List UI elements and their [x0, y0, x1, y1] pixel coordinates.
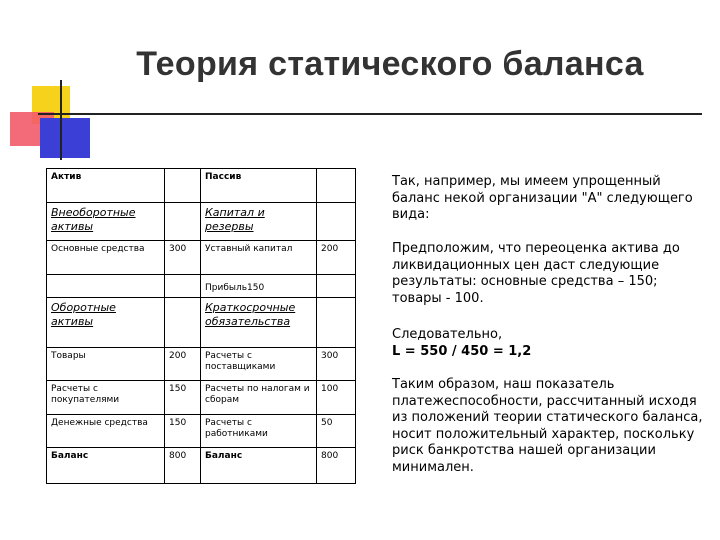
- table-header-row: [47, 169, 356, 203]
- liability-capital-label: Уставный капитал: [201, 241, 317, 275]
- decor-vertical-line: [60, 80, 62, 160]
- table-row-profit: [47, 275, 356, 298]
- page-title: Теория статического баланса: [136, 45, 644, 83]
- total-liability-label: Баланс: [201, 448, 317, 484]
- table-total-row: [47, 448, 356, 484]
- asset-label: Расчеты с покупателями: [47, 381, 165, 415]
- table-row: [47, 348, 356, 381]
- paragraph-example: Так, например, мы имеем упрощенный баланс некой организации "А" следующего вида:: [392, 174, 693, 222]
- liability-label: Расчеты с работниками: [201, 415, 317, 448]
- asset-fixed-value: 300: [165, 241, 201, 275]
- liability-profit-label: Прибыль: [205, 283, 248, 293]
- total-asset-label: Баланс: [47, 448, 165, 484]
- liability-profit-value: 150: [247, 283, 265, 293]
- header-asset: Актив: [47, 169, 165, 203]
- table-row: [47, 415, 356, 448]
- asset-value: 150: [165, 381, 201, 415]
- total-asset-value: 800: [165, 448, 201, 484]
- asset-label: Денежные средства: [47, 415, 165, 448]
- paragraph-conclusion: Таким образом, наш показатель платежеспособности, рассчитанный исходя из положений теории статического баланса, носит положительный характер, поскольку риск банкротства нашей организации минимален.: [392, 377, 703, 475]
- asset-fixed-label: Основные средства: [47, 241, 165, 275]
- section-short-term-liabilities: Краткосрочные обязательства: [205, 301, 296, 328]
- paragraph-assumption: Предположим, что переоценка актива до ликвидационных цен даст следующие результаты: основные средства – 150; товары - 100.: [392, 241, 680, 306]
- liability-label: Расчеты по налогам и сборам: [201, 381, 317, 415]
- section-current-assets: Оборотные активы: [51, 301, 116, 328]
- liquidity-formula: L = 550 / 450 = 1,2: [392, 344, 532, 359]
- balance-table: [46, 168, 356, 484]
- header-liability: Пассив: [201, 169, 317, 203]
- total-liability-value: 800: [317, 448, 356, 484]
- asset-value: 150: [165, 415, 201, 448]
- table-row: [47, 241, 356, 275]
- liability-label: Расчеты с поставщиками: [201, 348, 317, 381]
- paragraph-conclusion-lead: Следовательно,: [392, 327, 503, 342]
- section-capital-reserves: Капитал и резервы: [205, 206, 265, 233]
- liability-capital-value: 200: [317, 241, 356, 275]
- section-row-current: [47, 298, 356, 348]
- liability-value: 100: [317, 381, 356, 415]
- asset-value: 200: [165, 348, 201, 381]
- decor-horizontal-line: [38, 113, 702, 115]
- liability-value: 300: [317, 348, 356, 381]
- asset-label: Товары: [47, 348, 165, 381]
- section-noncurrent-assets: Внеоборотные активы: [51, 206, 136, 233]
- table-row: [47, 381, 356, 415]
- liability-value: 50: [317, 415, 356, 448]
- decor-blue-square: [40, 118, 90, 158]
- section-row-noncurrent: [47, 203, 356, 241]
